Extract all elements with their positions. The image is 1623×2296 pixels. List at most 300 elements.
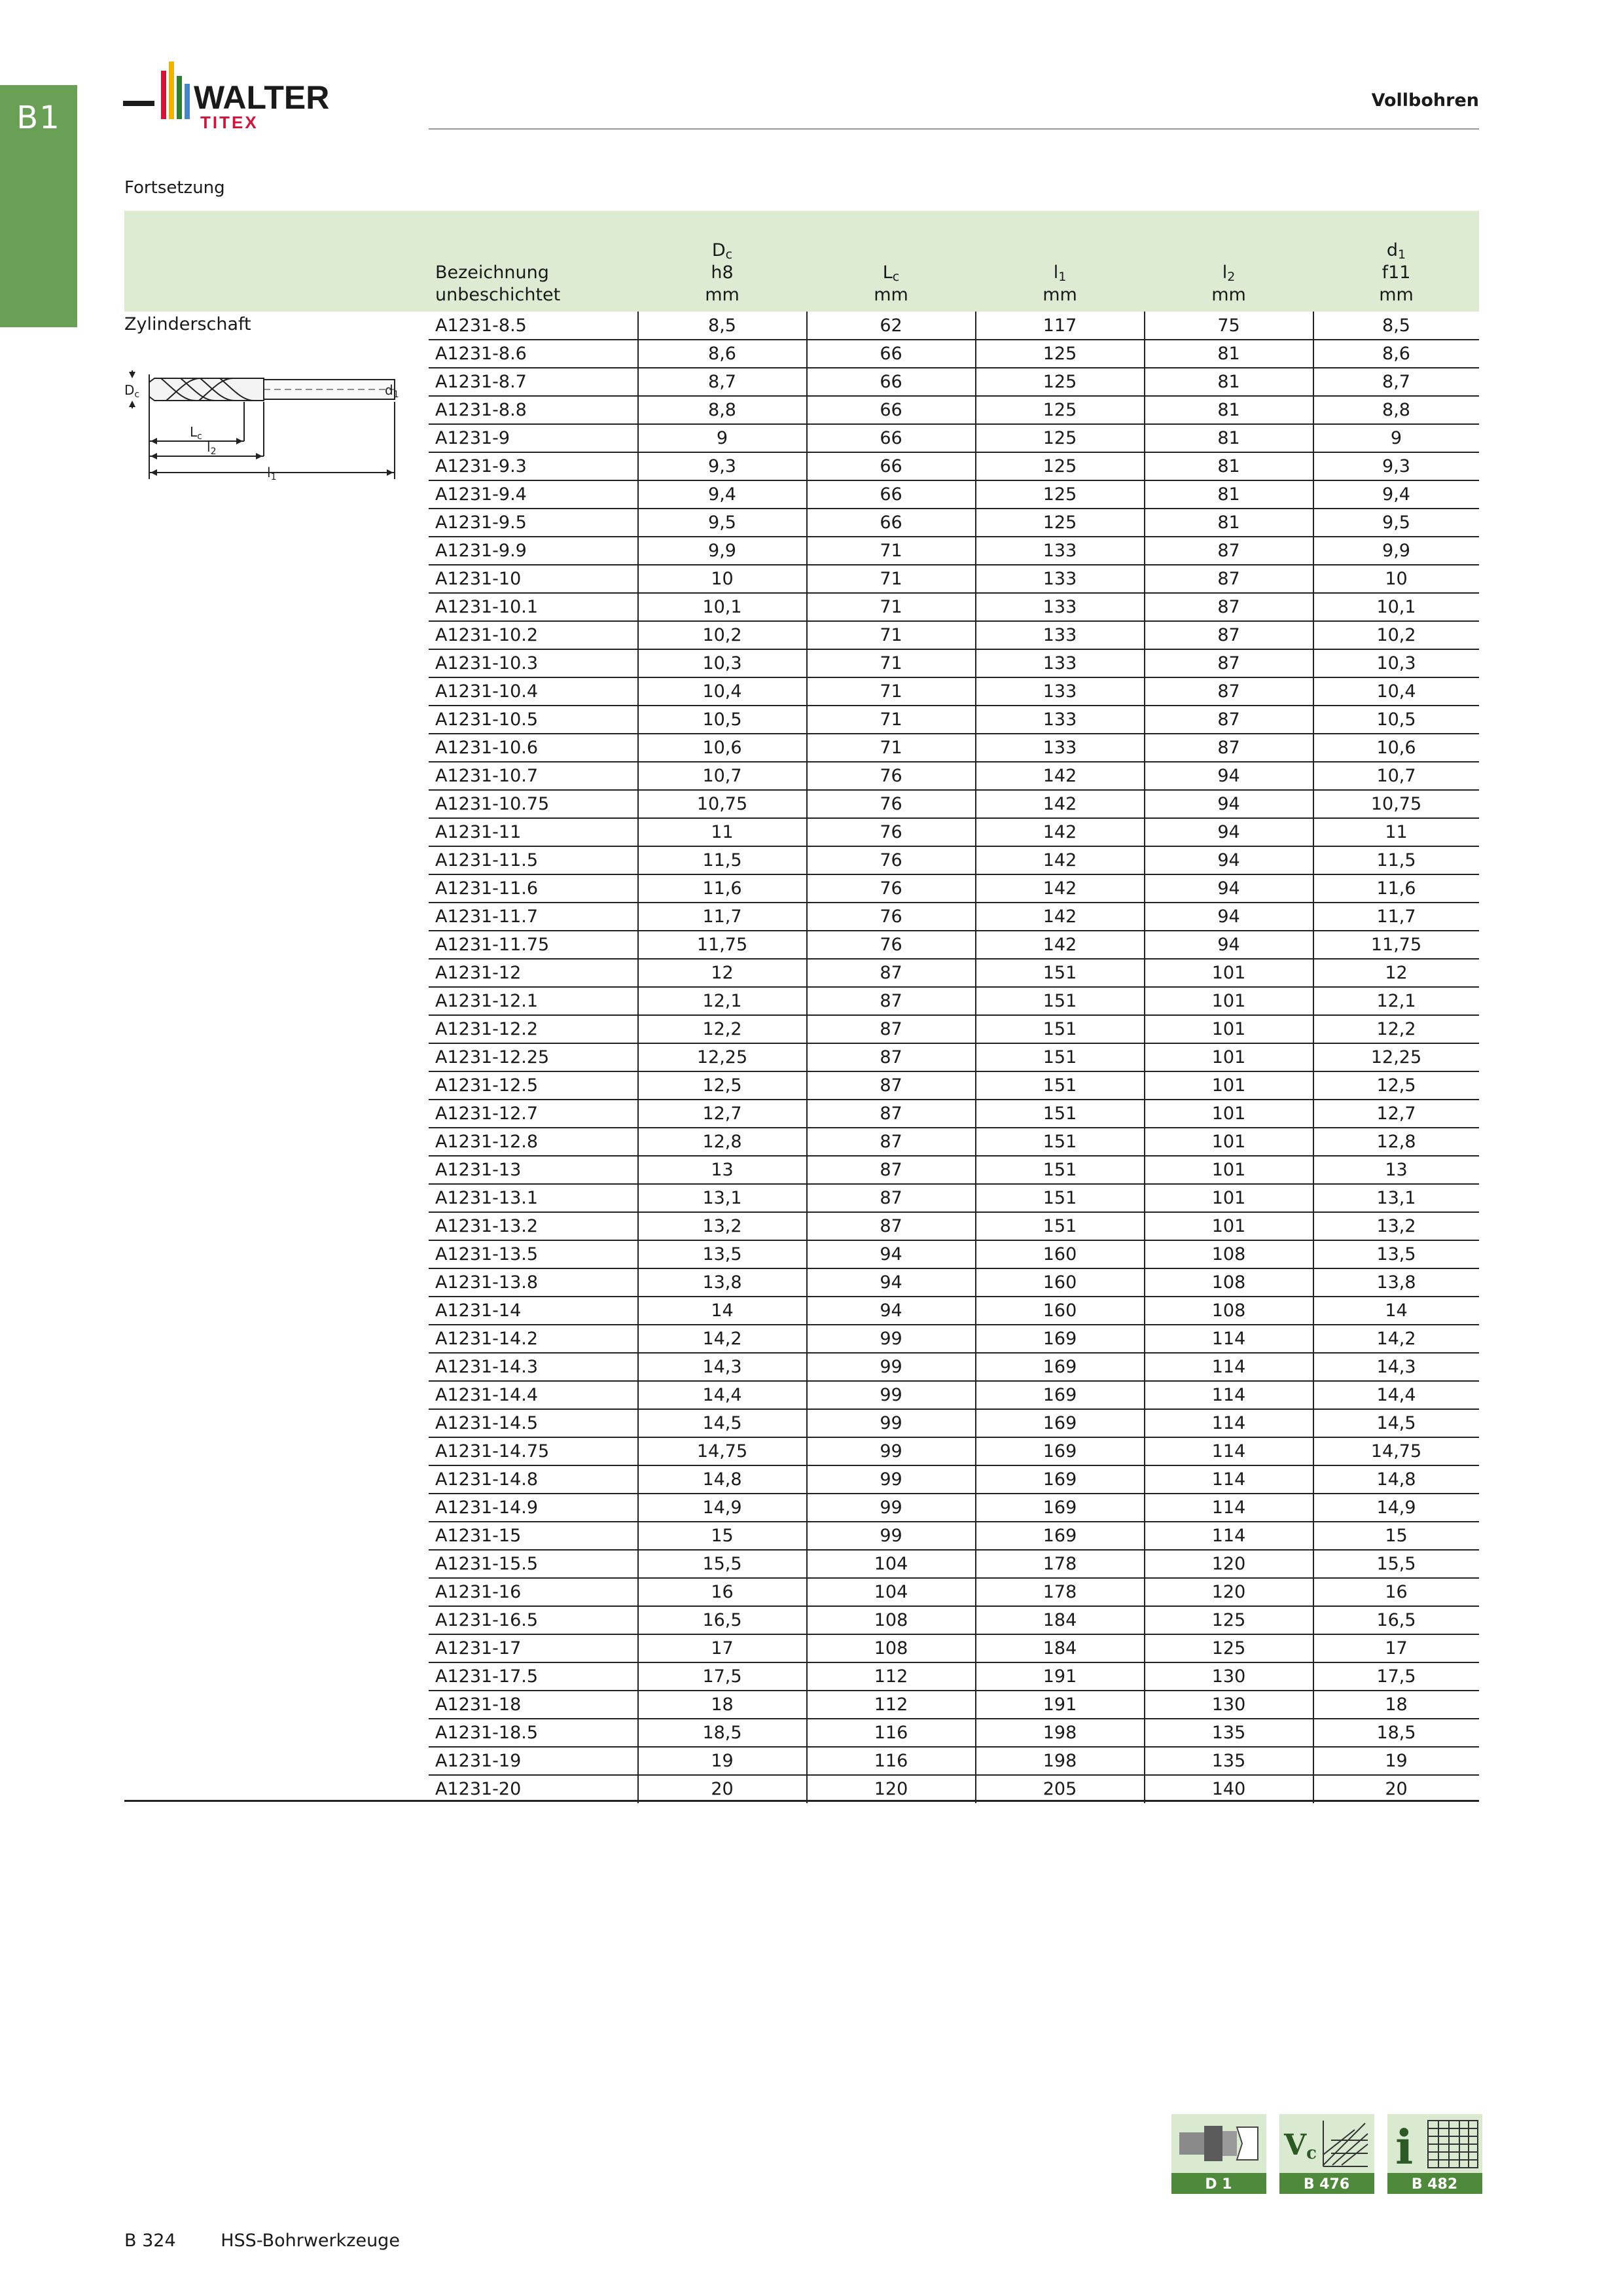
cell-l2: 140 xyxy=(1211,1779,1246,1799)
header-d1-sub: 1 xyxy=(1398,247,1406,262)
cell-d1: 12,25 xyxy=(1370,1047,1422,1067)
cell-d1: 12,2 xyxy=(1376,1019,1416,1039)
cell-d1: 9,5 xyxy=(1382,512,1410,533)
cell-dc: 13 xyxy=(711,1160,734,1180)
cell-l1: 178 xyxy=(1043,1554,1077,1574)
cell-d1: 16,5 xyxy=(1376,1610,1416,1630)
cell-l1: 160 xyxy=(1043,1272,1077,1293)
cell-lc: 87 xyxy=(880,1103,902,1124)
cell-d1: 11,6 xyxy=(1376,878,1416,899)
cell-lc: 66 xyxy=(880,400,902,420)
cell-lc: 108 xyxy=(874,1610,908,1630)
cell-lc: 104 xyxy=(874,1582,908,1602)
cell-dc: 11,7 xyxy=(702,906,742,927)
cell-lc: 66 xyxy=(880,456,902,476)
cell-designation: A1231-14 xyxy=(435,1300,522,1321)
header-d1-tol: f11 xyxy=(1382,262,1411,283)
cell-designation: A1231-12.8 xyxy=(435,1132,539,1152)
cell-l2: 101 xyxy=(1211,1075,1246,1096)
cell-designation: A1231-14.3 xyxy=(435,1357,539,1377)
cell-l1: 133 xyxy=(1043,569,1077,589)
cell-d1: 13,1 xyxy=(1376,1188,1416,1208)
ref-label-b476: B 476 xyxy=(1303,2176,1350,2193)
cell-designation: A1231-10.6 xyxy=(435,738,539,758)
cell-l1: 169 xyxy=(1043,1469,1077,1490)
cell-d1: 15,5 xyxy=(1376,1554,1416,1574)
cell-dc: 17,5 xyxy=(702,1666,742,1687)
cell-l2: 120 xyxy=(1211,1554,1246,1574)
header-l1-unit: mm xyxy=(1043,285,1077,305)
cell-l1: 178 xyxy=(1043,1582,1077,1602)
cell-designation: A1231-12.5 xyxy=(435,1075,539,1096)
cell-dc: 14,8 xyxy=(702,1469,742,1490)
drawing-dc-label: $D_c$ xyxy=(124,382,140,400)
cell-designation: A1231-11 xyxy=(435,822,522,842)
cell-l1: 169 xyxy=(1043,1413,1077,1433)
cell-dc: 9 xyxy=(716,428,728,448)
cell-d1: 10,6 xyxy=(1376,738,1416,758)
cell-d1: 17,5 xyxy=(1376,1666,1416,1687)
cell-l1: 142 xyxy=(1043,935,1077,955)
cell-dc: 16,5 xyxy=(702,1610,742,1630)
cell-d1: 10,3 xyxy=(1376,653,1416,673)
header-dc xyxy=(638,211,806,312)
cell-l2: 94 xyxy=(1217,878,1240,899)
cell-dc: 10,7 xyxy=(702,766,742,786)
cell-l2: 94 xyxy=(1217,766,1240,786)
cell-l1: 205 xyxy=(1043,1779,1077,1799)
cell-l2: 114 xyxy=(1211,1469,1246,1490)
walter-titex-logo xyxy=(123,58,404,136)
cell-l2: 125 xyxy=(1211,1610,1246,1630)
cell-lc: 99 xyxy=(880,1413,902,1433)
cell-designation: A1231-10 xyxy=(435,569,522,589)
cell-designation: A1231-16 xyxy=(435,1582,522,1602)
header-d1-symbol: d xyxy=(1386,240,1399,260)
cell-l1: 169 xyxy=(1043,1498,1077,1518)
cell-lc: 94 xyxy=(880,1272,902,1293)
cell-d1: 20 xyxy=(1385,1779,1408,1799)
cell-lc: 116 xyxy=(874,1723,908,1743)
continuation-label: Fortsetzung xyxy=(124,178,225,198)
cell-d1: 12,1 xyxy=(1376,991,1416,1011)
cell-dc: 14 xyxy=(711,1300,734,1321)
cell-dc: 9,4 xyxy=(708,484,736,505)
cell-dc: 20 xyxy=(711,1779,734,1799)
cell-l1: 151 xyxy=(1043,1103,1077,1124)
cell-l2: 114 xyxy=(1211,1526,1246,1546)
cell-dc: 12,25 xyxy=(696,1047,748,1067)
cell-designation: A1231-11.6 xyxy=(435,878,539,899)
cell-l2: 120 xyxy=(1211,1582,1246,1602)
cell-lc: 116 xyxy=(874,1751,908,1771)
header-l1-sub: 1 xyxy=(1058,270,1067,284)
cell-l1: 160 xyxy=(1043,1244,1077,1265)
cell-l1: 169 xyxy=(1043,1441,1077,1462)
cell-l1: 191 xyxy=(1043,1695,1077,1715)
cell-dc: 10,75 xyxy=(696,794,748,814)
cell-lc: 76 xyxy=(880,935,902,955)
cell-l2: 87 xyxy=(1217,625,1240,645)
cell-l1: 133 xyxy=(1043,597,1077,617)
header-dc-tol: h8 xyxy=(711,262,734,283)
cell-d1: 14,2 xyxy=(1376,1329,1416,1349)
cell-d1: 12,8 xyxy=(1376,1132,1416,1152)
cell-lc: 71 xyxy=(880,541,902,561)
cell-lc: 87 xyxy=(880,1160,902,1180)
reference-icons xyxy=(1171,2114,1482,2196)
column-divider xyxy=(637,312,639,1803)
cell-l1: 151 xyxy=(1043,1132,1077,1152)
cell-designation: A1231-9.5 xyxy=(435,512,527,533)
cell-lc: 108 xyxy=(874,1638,908,1659)
cell-d1: 11 xyxy=(1385,822,1408,842)
drawing-d1-label: $d_1$ xyxy=(385,382,399,400)
cell-dc: 14,4 xyxy=(702,1385,742,1405)
cell-designation: A1231-14.5 xyxy=(435,1413,539,1433)
cell-d1: 14,4 xyxy=(1376,1385,1416,1405)
cell-designation: A1231-12.1 xyxy=(435,991,539,1011)
cell-l1: 191 xyxy=(1043,1666,1077,1687)
page-footer xyxy=(124,2231,400,2251)
cell-l2: 81 xyxy=(1217,428,1240,448)
cell-l2: 94 xyxy=(1217,794,1240,814)
cell-dc: 11,6 xyxy=(702,878,742,899)
cell-designation: A1231-8.7 xyxy=(435,372,527,392)
cell-l2: 114 xyxy=(1211,1329,1246,1349)
cell-lc: 87 xyxy=(880,991,902,1011)
page-number: B 324 xyxy=(124,2231,176,2251)
header-l1 xyxy=(976,211,1144,312)
cell-dc: 14,75 xyxy=(696,1441,748,1462)
shank-type-label: Zylinderschaft xyxy=(124,314,251,334)
cell-d1: 19 xyxy=(1385,1751,1408,1771)
cell-l1: 142 xyxy=(1043,906,1077,927)
cell-designation: A1231-15.5 xyxy=(435,1554,539,1574)
header-l2-unit: mm xyxy=(1211,285,1246,305)
cell-l1: 133 xyxy=(1043,541,1077,561)
cell-d1: 16 xyxy=(1385,1582,1408,1602)
cell-lc: 87 xyxy=(880,1216,902,1236)
cell-d1: 10,5 xyxy=(1376,709,1416,730)
cell-l1: 151 xyxy=(1043,1075,1077,1096)
cell-designation: A1231-13.1 xyxy=(435,1188,539,1208)
cell-designation: A1231-12.7 xyxy=(435,1103,539,1124)
cell-l2: 94 xyxy=(1217,822,1240,842)
cell-dc: 10,4 xyxy=(702,681,742,702)
drawing-lc-label: $L_c$ xyxy=(190,424,202,442)
header-l2-sub: 2 xyxy=(1227,270,1236,284)
cell-dc: 12,5 xyxy=(702,1075,742,1096)
cell-l1: 151 xyxy=(1043,1019,1077,1039)
cell-l2: 114 xyxy=(1211,1413,1246,1433)
cell-l2: 108 xyxy=(1211,1300,1246,1321)
cell-designation: A1231-10.75 xyxy=(435,794,550,814)
cell-lc: 76 xyxy=(880,906,902,927)
cell-designation: A1231-10.5 xyxy=(435,709,539,730)
cell-designation: A1231-13.5 xyxy=(435,1244,539,1265)
cell-l2: 87 xyxy=(1217,681,1240,702)
cell-lc: 87 xyxy=(880,963,902,983)
cell-lc: 71 xyxy=(880,653,902,673)
cell-designation: A1231-13.8 xyxy=(435,1272,539,1293)
cell-d1: 10,1 xyxy=(1376,597,1416,617)
cell-lc: 76 xyxy=(880,766,902,786)
cell-l2: 101 xyxy=(1211,991,1246,1011)
cell-lc: 76 xyxy=(880,850,902,870)
cell-dc: 11,5 xyxy=(702,850,742,870)
cell-l2: 94 xyxy=(1217,906,1240,927)
cell-designation: A1231-11.7 xyxy=(435,906,539,927)
cell-designation: A1231-13 xyxy=(435,1160,522,1180)
drawing-l1-label: $l_1$ xyxy=(267,465,277,482)
cell-dc: 17 xyxy=(711,1638,734,1659)
cell-dc: 9,9 xyxy=(708,541,736,561)
cell-l1: 142 xyxy=(1043,878,1077,899)
cell-l2: 94 xyxy=(1217,935,1240,955)
cell-d1: 8,6 xyxy=(1382,344,1410,364)
header-divider xyxy=(429,128,1479,130)
cell-l2: 130 xyxy=(1211,1666,1246,1687)
cell-dc: 10,3 xyxy=(702,653,742,673)
cell-l2: 81 xyxy=(1217,456,1240,476)
cell-l1: 117 xyxy=(1043,315,1077,336)
cell-lc: 66 xyxy=(880,428,902,448)
header-dc-unit: mm xyxy=(705,285,740,305)
header-designation-line2: unbeschichtet xyxy=(435,285,561,305)
cell-dc: 8,5 xyxy=(708,315,736,336)
cell-designation: A1231-14.8 xyxy=(435,1469,539,1490)
cell-d1: 18,5 xyxy=(1376,1723,1416,1743)
cell-lc: 99 xyxy=(880,1469,902,1490)
cell-dc: 13,1 xyxy=(702,1188,742,1208)
cell-dc: 10,2 xyxy=(702,625,742,645)
cell-l2: 87 xyxy=(1217,541,1240,561)
cell-dc: 12 xyxy=(711,963,734,983)
cell-designation: A1231-18 xyxy=(435,1695,522,1715)
cell-lc: 71 xyxy=(880,625,902,645)
cell-d1: 14 xyxy=(1385,1300,1408,1321)
cell-dc: 11,75 xyxy=(696,935,748,955)
cell-l1: 169 xyxy=(1043,1357,1077,1377)
logo-subbrand-text: TITEX xyxy=(200,113,259,132)
cell-d1: 10,75 xyxy=(1370,794,1422,814)
cell-dc: 12,7 xyxy=(702,1103,742,1124)
cell-lc: 87 xyxy=(880,1188,902,1208)
cell-l1: 142 xyxy=(1043,766,1077,786)
cell-lc: 104 xyxy=(874,1554,908,1574)
cell-designation: A1231-11.75 xyxy=(435,935,550,955)
cell-dc: 10,5 xyxy=(702,709,742,730)
cell-l1: 133 xyxy=(1043,738,1077,758)
cell-dc: 10,1 xyxy=(702,597,742,617)
cell-d1: 9 xyxy=(1390,428,1402,448)
cell-dc: 19 xyxy=(711,1751,734,1771)
cell-d1: 13,2 xyxy=(1376,1216,1416,1236)
header-lc-sub: c xyxy=(892,270,900,284)
ref-label-b482: B 482 xyxy=(1411,2176,1458,2193)
cell-designation: A1231-8.5 xyxy=(435,315,527,336)
cell-d1: 8,7 xyxy=(1382,372,1410,392)
cell-lc: 71 xyxy=(880,681,902,702)
cell-lc: 76 xyxy=(880,794,902,814)
cell-lc: 87 xyxy=(880,1132,902,1152)
cell-designation: A1231-15 xyxy=(435,1526,522,1546)
cell-designation: A1231-12.25 xyxy=(435,1047,550,1067)
cell-d1: 9,4 xyxy=(1382,484,1410,505)
column-divider xyxy=(975,312,976,1803)
cell-l2: 114 xyxy=(1211,1357,1246,1377)
cell-d1: 14,3 xyxy=(1376,1357,1416,1377)
cell-lc: 94 xyxy=(880,1244,902,1265)
cell-lc: 112 xyxy=(874,1666,908,1687)
cell-dc: 15,5 xyxy=(702,1554,742,1574)
cell-l2: 114 xyxy=(1211,1498,1246,1518)
cell-d1: 10,7 xyxy=(1376,766,1416,786)
header-dc-sub: c xyxy=(725,247,733,262)
cell-l1: 125 xyxy=(1043,344,1077,364)
cell-lc: 94 xyxy=(880,1300,902,1321)
drill-dimension-drawing xyxy=(123,368,404,482)
cell-designation: A1231-9.9 xyxy=(435,541,527,561)
cell-designation: A1231-14.4 xyxy=(435,1385,539,1405)
cell-dc: 12,2 xyxy=(702,1019,742,1039)
cell-d1: 9,9 xyxy=(1382,541,1410,561)
section-tab-label: B1 xyxy=(16,99,61,136)
cell-l1: 151 xyxy=(1043,1216,1077,1236)
cell-l1: 151 xyxy=(1043,991,1077,1011)
ref-label-d1: D 1 xyxy=(1205,2176,1232,2193)
cell-d1: 12 xyxy=(1385,963,1408,983)
column-divider xyxy=(1313,312,1314,1803)
info-table-icon xyxy=(1387,2114,1482,2194)
cell-l1: 125 xyxy=(1043,428,1077,448)
cell-l2: 135 xyxy=(1211,1751,1246,1771)
cell-dc: 13,8 xyxy=(702,1272,742,1293)
cell-designation: A1231-18.5 xyxy=(435,1723,539,1743)
cell-d1: 14,75 xyxy=(1370,1441,1422,1462)
column-divider xyxy=(1144,312,1145,1803)
cell-l2: 135 xyxy=(1211,1723,1246,1743)
cell-l2: 108 xyxy=(1211,1244,1246,1265)
cell-designation: A1231-10.2 xyxy=(435,625,539,645)
cell-designation: A1231-16.5 xyxy=(435,1610,539,1630)
cell-d1: 8,8 xyxy=(1382,400,1410,420)
section-title: Vollbohren xyxy=(1371,90,1479,111)
cell-l1: 184 xyxy=(1043,1638,1077,1659)
cell-l1: 151 xyxy=(1043,963,1077,983)
cell-dc: 18 xyxy=(711,1695,734,1715)
toolholder-icon xyxy=(1171,2114,1266,2194)
cell-l1: 198 xyxy=(1043,1751,1077,1771)
cell-lc: 66 xyxy=(880,372,902,392)
cell-d1: 18 xyxy=(1385,1695,1408,1715)
cell-lc: 87 xyxy=(880,1019,902,1039)
cell-lc: 87 xyxy=(880,1075,902,1096)
drawing-l2-label: $l_2$ xyxy=(207,439,217,457)
cell-dc: 12,1 xyxy=(702,991,742,1011)
cell-designation: A1231-13.2 xyxy=(435,1216,539,1236)
cell-designation: A1231-14.2 xyxy=(435,1329,539,1349)
cell-lc: 71 xyxy=(880,738,902,758)
cell-lc: 76 xyxy=(880,822,902,842)
cell-l1: 142 xyxy=(1043,794,1077,814)
cell-l1: 125 xyxy=(1043,456,1077,476)
cell-l1: 160 xyxy=(1043,1300,1077,1321)
cell-lc: 76 xyxy=(880,878,902,899)
cell-d1: 11,5 xyxy=(1376,850,1416,870)
cell-l2: 101 xyxy=(1211,1019,1246,1039)
cell-l2: 87 xyxy=(1217,597,1240,617)
cell-designation: A1231-10.3 xyxy=(435,653,539,673)
vc-glyph: Vc xyxy=(1284,2128,1317,2163)
cell-l2: 87 xyxy=(1217,653,1240,673)
cell-lc: 120 xyxy=(874,1779,908,1799)
cell-dc: 14,5 xyxy=(702,1413,742,1433)
cell-designation: A1231-10.4 xyxy=(435,681,539,702)
cell-l1: 125 xyxy=(1043,400,1077,420)
cell-designation: A1231-17.5 xyxy=(435,1666,539,1687)
cell-d1: 8,5 xyxy=(1382,315,1410,336)
cell-l2: 81 xyxy=(1217,372,1240,392)
cell-l2: 87 xyxy=(1217,569,1240,589)
cell-dc: 9,5 xyxy=(708,512,736,533)
cell-dc: 13,2 xyxy=(702,1216,742,1236)
cell-l1: 169 xyxy=(1043,1526,1077,1546)
cell-l2: 101 xyxy=(1211,1216,1246,1236)
cell-d1: 9,3 xyxy=(1382,456,1410,476)
cell-d1: 17 xyxy=(1385,1638,1408,1659)
footer-title: HSS-Bohrwerkzeuge xyxy=(221,2231,400,2251)
cell-l2: 101 xyxy=(1211,1188,1246,1208)
header-l2-symbol: l xyxy=(1222,262,1228,283)
cell-l2: 81 xyxy=(1217,512,1240,533)
cell-lc: 66 xyxy=(880,484,902,505)
cell-lc: 71 xyxy=(880,569,902,589)
cell-l2: 125 xyxy=(1211,1638,1246,1659)
cell-dc: 14,3 xyxy=(702,1357,742,1377)
cell-lc: 66 xyxy=(880,344,902,364)
cell-dc: 8,6 xyxy=(708,344,736,364)
cell-d1: 12,7 xyxy=(1376,1103,1416,1124)
cell-d1: 10 xyxy=(1385,569,1408,589)
cell-dc: 15 xyxy=(711,1526,734,1546)
cell-l2: 94 xyxy=(1217,850,1240,870)
cell-designation: A1231-8.6 xyxy=(435,344,527,364)
cell-designation: A1231-11.5 xyxy=(435,850,539,870)
cell-d1: 13 xyxy=(1385,1160,1408,1180)
cell-lc: 99 xyxy=(880,1526,902,1546)
cell-designation: A1231-17 xyxy=(435,1638,522,1659)
cell-designation: A1231-14.75 xyxy=(435,1441,550,1462)
cell-dc: 10,6 xyxy=(702,738,742,758)
cell-l2: 114 xyxy=(1211,1385,1246,1405)
cell-dc: 12,8 xyxy=(702,1132,742,1152)
cell-d1: 14,8 xyxy=(1376,1469,1416,1490)
cell-l1: 125 xyxy=(1043,484,1077,505)
cell-l1: 151 xyxy=(1043,1188,1077,1208)
cell-l1: 151 xyxy=(1043,1160,1077,1180)
cell-l2: 81 xyxy=(1217,400,1240,420)
cell-lc: 99 xyxy=(880,1385,902,1405)
cell-designation: A1231-9 xyxy=(435,428,510,448)
cell-lc: 71 xyxy=(880,709,902,730)
cell-l2: 81 xyxy=(1217,344,1240,364)
cell-l2: 75 xyxy=(1217,315,1240,336)
cell-lc: 99 xyxy=(880,1498,902,1518)
header-lc-symbol: L xyxy=(882,262,893,283)
cell-designation: A1231-10.1 xyxy=(435,597,539,617)
